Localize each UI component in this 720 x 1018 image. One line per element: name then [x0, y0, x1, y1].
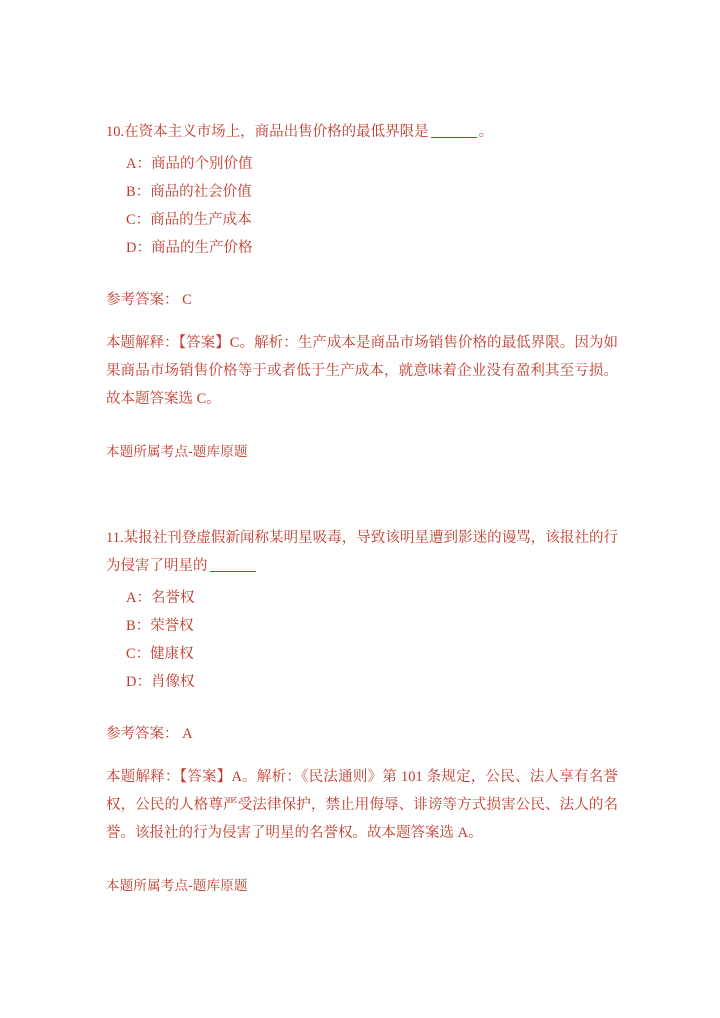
- option-letter-c-11: C：: [126, 646, 151, 662]
- source-line-10: 本题所属考点-题库原题: [106, 443, 248, 459]
- question-stem-11: [106, 524, 618, 580]
- option-text-b-11: 荣誉权: [150, 618, 194, 634]
- answer-value-10: C: [182, 292, 192, 308]
- option-text-a-11: 名誉权: [150, 590, 195, 606]
- option-letter-d-10: D：: [126, 240, 151, 256]
- question-text-10: 在资本主义市场上，商品出售价格的最低界限是: [124, 124, 429, 140]
- source-line-11: 本题所属考点-题库原题: [106, 877, 248, 893]
- option-letter-a-11: A：: [126, 590, 151, 606]
- answer-value-11: A: [182, 726, 193, 742]
- option-text-c-11: 健康权: [150, 646, 194, 662]
- option-text-a-10: 商品的个别价值: [150, 156, 253, 172]
- option-item-a-11[interactable]: [106, 584, 618, 612]
- option-letter-a-10: A：: [126, 156, 151, 172]
- question-number-10: 10.: [106, 124, 125, 140]
- question-number-11: 11.: [106, 530, 124, 546]
- option-letter-d-11: D：: [126, 674, 151, 690]
- options-list-10: [106, 150, 618, 262]
- question-block-10: [106, 118, 618, 465]
- option-item-b-10[interactable]: [106, 178, 618, 206]
- answer-label-11: 参考答案：: [106, 726, 179, 742]
- explanation-10: 本题解释：【答案】C。解析：生产成本是商品市场销售价格的最低界限。因为如果商品市场销售价格等于或者低于生产成本，就意味着企业没有盈利其至亏损。故本题答案选 C。: [106, 334, 618, 407]
- option-item-d-10[interactable]: [106, 234, 618, 262]
- option-letter-b-10: B：: [126, 184, 151, 200]
- option-item-d-11[interactable]: [106, 668, 618, 696]
- question-block-11: [106, 524, 618, 899]
- option-text-d-10: 商品的生产价格: [150, 240, 253, 256]
- option-item-a-10[interactable]: [106, 150, 618, 178]
- option-text-c-10: 商品的生产成本: [150, 212, 252, 228]
- explanation-11: 本题解释：【答案】A。解析：《民法通则》第 101 条规定，公民、法人享有名誉权，公民的人格尊严受法律保护，禁止用侮辱、诽谤等方式损害公民、法人的名誉。该报社的行为侵害了明星的名誉权。故本题答案选 A。: [106, 768, 618, 841]
- document-content: [106, 118, 618, 912]
- option-text-d-11: 肖像权: [150, 674, 195, 690]
- answer-blank-10: [431, 123, 477, 138]
- question-text-11: 某报社刊登虚假新闻称某明星吸毒，导致该明星遭到影迷的谩骂，该报社的行为侵害了明星的: [106, 530, 618, 574]
- option-item-c-11[interactable]: [106, 640, 618, 668]
- answer-label-10: 参考答案：: [106, 292, 179, 308]
- question-stem-10: [106, 118, 618, 146]
- option-item-c-10[interactable]: [106, 206, 618, 234]
- question-separator: [106, 478, 618, 524]
- option-item-b-11[interactable]: [106, 612, 618, 640]
- answer-line-10: [106, 286, 618, 314]
- answer-blank-11: [210, 557, 256, 572]
- option-letter-b-11: B：: [126, 618, 151, 634]
- options-list-11: [106, 584, 618, 696]
- option-letter-c-10: C：: [126, 212, 151, 228]
- answer-line-11: [106, 720, 618, 748]
- option-text-b-10: 商品的社会价值: [150, 184, 252, 200]
- question-text-10-tail: 。: [478, 124, 494, 140]
